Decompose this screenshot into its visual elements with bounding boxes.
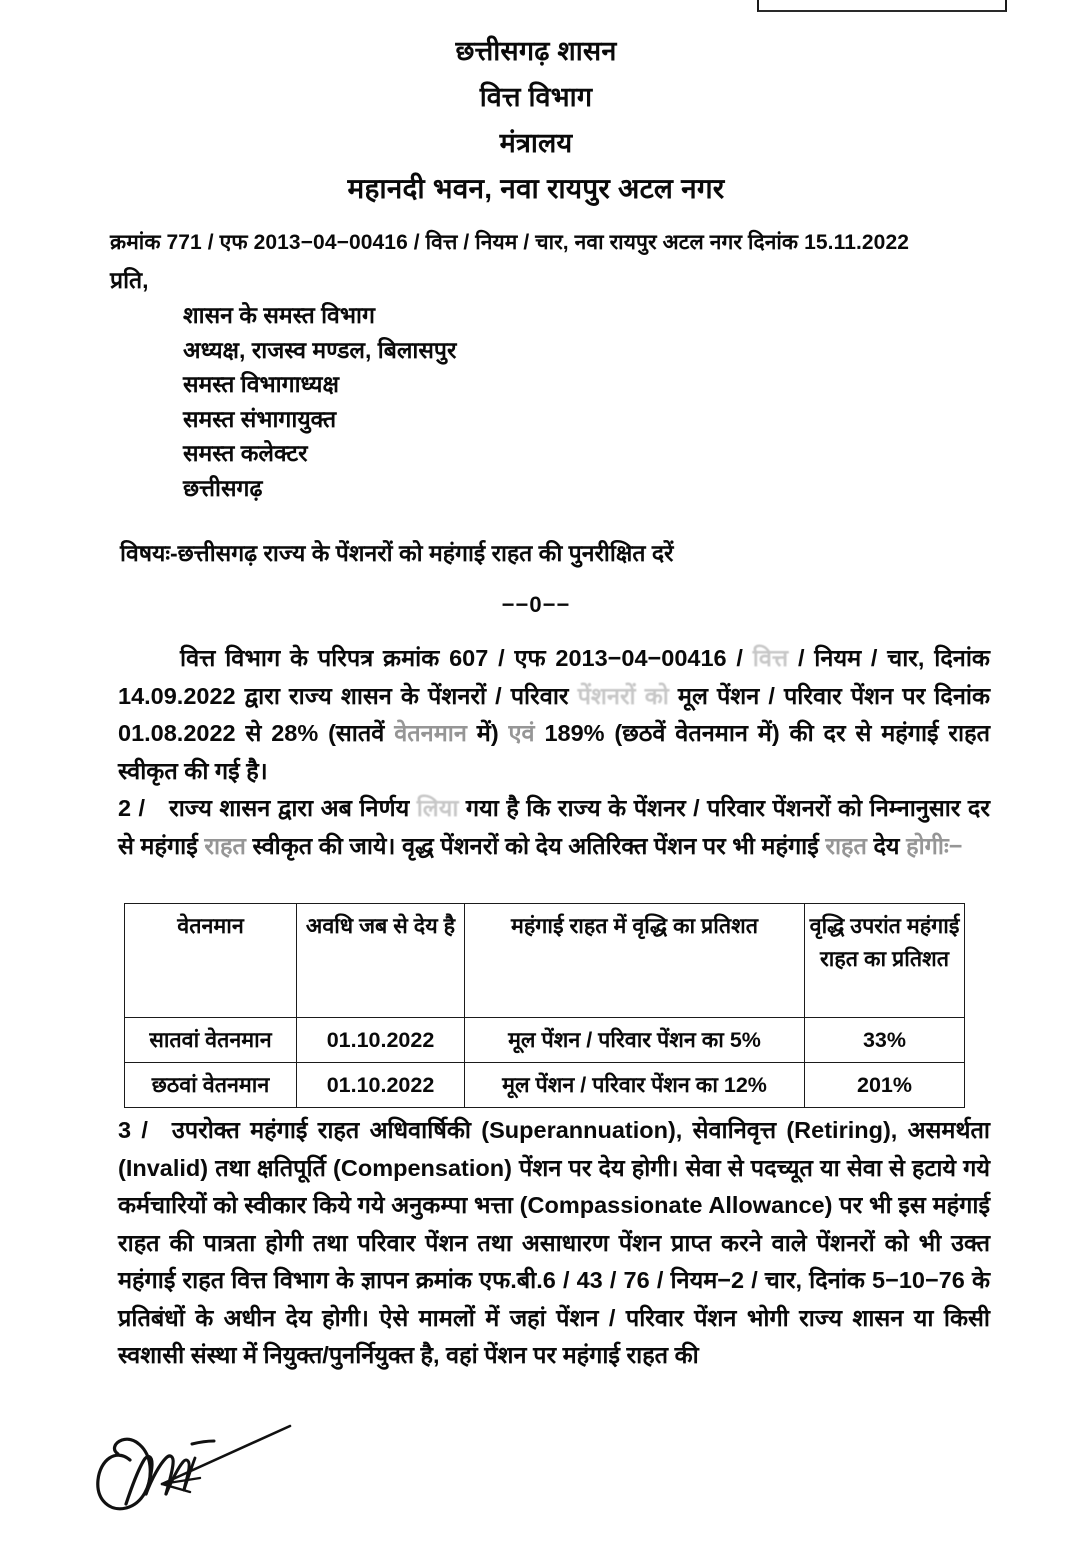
cell-effective-date: 01.10.2022: [297, 1063, 465, 1108]
para2-faded-3: राहत: [825, 832, 867, 859]
column-header-effective-date: अवधि जब से देय है: [297, 904, 465, 1018]
addressee-item: छत्तीसगढ़: [183, 474, 263, 501]
paragraph-2: [118, 790, 990, 865]
para1-faded-3: वेतनमान: [394, 720, 467, 746]
letterhead: [0, 28, 1072, 212]
cell-pay-scale: सातवां वेतनमान: [125, 1018, 297, 1063]
letterhead-line-address: महानदी भवन, नवा रायपुर अटल नगर: [347, 173, 725, 204]
column-header-increase-percent: महंगाई राहत में वृद्धि का प्रतिशत: [465, 904, 805, 1018]
letterhead-line-state: छत्तीसगढ़ शासन: [455, 36, 617, 66]
para2-text-2: गया है कि राज्य के पेंशनर / परिवार पेंशनरों को निम्नानुसार दर से महंगाई: [118, 795, 990, 859]
cell-increase-percent: मूल पेंशन / परिवार पेंशन का 5%: [465, 1018, 805, 1063]
subject-line: विषयः-छत्तीसगढ़ राज्य के पेंशनरों को महंगाई राहत की पुनरीक्षित दरें: [120, 540, 674, 566]
cell-total-percent: 33%: [805, 1018, 965, 1063]
para3-number: 3 /: [118, 1117, 148, 1143]
column-header-total-percent: वृद्धि उपरांत महंगाई राहत का प्रतिशत: [805, 904, 965, 1018]
para1-text-2: / नियम / चार, दिनांक 14.09.2022 द्वारा राज्य शासन के पेंशनरों / परिवार: [118, 645, 990, 709]
dearness-relief-rates-table: [124, 903, 965, 1108]
cell-total-percent: 201%: [805, 1063, 965, 1108]
para1-text-5: 189% (छठवें वेतनमान में) की दर से महंगाई राहत स्वीकृत की गई है।: [118, 720, 991, 784]
para2-text-3: स्वीकृत की जाये। वृद्ध पेंशनरों को देय अतिरिक्त पेंशन पर भी महंगाई: [252, 832, 819, 859]
reference-number-line: क्रमांक 771 / एफ 2013−04−00416 / वित्त / नियम / चार, नवा रायपुर अटल नगर दिनांक 15.11.2022: [110, 231, 910, 254]
handwritten-signature: [78, 1408, 338, 1528]
letterhead-line-department: वित्त विभाग: [479, 82, 593, 112]
scan-artifact-stamp-edge: [757, 0, 1007, 12]
para1-faded-4: एवं: [508, 720, 535, 746]
paragraph-1: [118, 640, 990, 790]
addressee-item: शासन के समस्त विभाग: [183, 302, 375, 328]
table-row: [125, 1018, 965, 1063]
addressee-item: समस्त विभागाध्यक्ष: [183, 371, 340, 397]
para1-text-4: में): [476, 720, 499, 746]
para1-text-1: वित्त विभाग के परिपत्र क्रमांक 607 / एफ 2013−04−00416 /: [180, 645, 743, 671]
para2-number: 2 /: [118, 795, 146, 821]
paragraph-3: [118, 1112, 990, 1375]
letterhead-line-ministry: मंत्रालय: [499, 128, 573, 158]
para1-faded-1: वित्त: [752, 645, 789, 671]
table-header-row: [125, 904, 965, 1018]
para2-text-1: राज्य शासन द्वारा अब निर्णय: [169, 795, 410, 821]
para2-faded-2: राहत: [204, 832, 246, 859]
para1-faded-2: पेंशनरों को: [577, 682, 669, 709]
salutation: प्रति,: [110, 267, 149, 293]
para2-faded-1: लिया: [416, 795, 459, 821]
section-divider: −−0−−: [501, 592, 571, 617]
addressee-item: समस्त कलेक्टर: [183, 440, 308, 466]
cell-effective-date: 01.10.2022: [297, 1018, 465, 1063]
column-header-pay-scale: वेतनमान: [125, 904, 297, 1018]
table-row: [125, 1063, 965, 1108]
cell-increase-percent: मूल पेंशन / परिवार पेंशन का 12%: [465, 1063, 805, 1108]
cell-pay-scale: छठवां वेतनमान: [125, 1063, 297, 1108]
addressee-list: [183, 298, 783, 505]
addressee-item: अध्यक्ष, राजस्व मण्डल, बिलासपुर: [183, 336, 457, 363]
para2-text-4: देय: [873, 832, 900, 859]
para1-text-3: मूल पेंशन / परिवार पेंशन पर दिनांक 01.08.2022 से 28% (सातवें: [118, 682, 991, 746]
addressee-item: समस्त संभागायुक्त: [183, 405, 337, 432]
para3-text: उपरोक्त महंगाई राहत अधिवार्षिकी (Superannuation), सेवानिवृत्त (Retiring), असमर्थता (Invalid) तथा क्षतिपूर्ति (Compensation) पेंशन पर देय होगी। सेवा से पदच्यूत या सेवा से हटाये गये कर्मचारियों को स्वीकार किये गये अनुकम्पा भत्ता (Compassionate Allowance) पर भी इस महंगाई राहत की पात्रता होगी तथा परिवार पेंशन तथा असाधारण पेंशन प्राप्त करने वाले पेंशनरों को भी उक्त महंगाई राहत वित्त विभाग के ज्ञापन क्रमांक एफ.बी.6 / 43 / 76 / नियम−2 / चार, दिनांक 5−10−76 के प्रतिबंधों के अधीन देय होगी। ऐसे मामलों में जहां पेंशन / परिवार पेंशन भोगी राज्य शासन या किसी स्वशासी संस्था में नियुक्त/पुनर्नियुक्त है, वहां पेंशन पर महंगाई राहत की: [118, 1117, 990, 1368]
para2-faded-4: होगीः−: [906, 832, 963, 859]
